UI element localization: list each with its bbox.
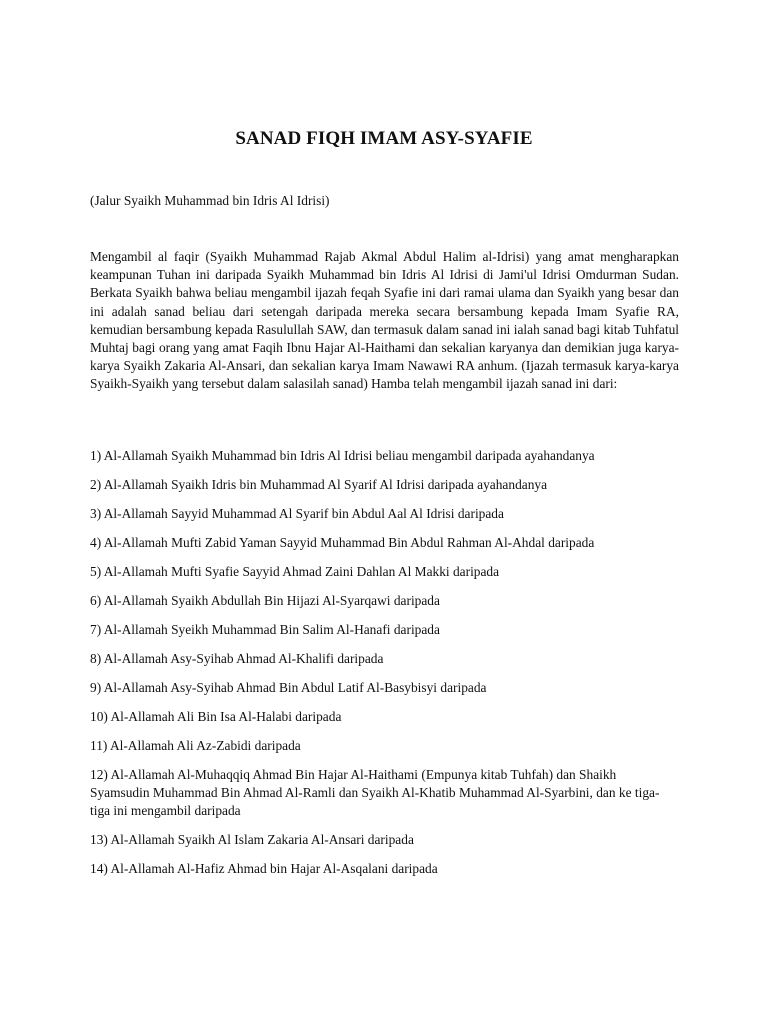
chain-item-12: 12) Al-Allamah Al-Muhaqqiq Ahmad Bin Hajar Al-Haithami (Empunya kitab Tuhfah) dan Shaikh Syamsudin Muhammad Bin Ahmad Al-Ramli dan Syaikh Al-Khatib Muhammad Al-Syarbini, dan ke tiga-tiga ini mengambil daripada <box>90 767 660 818</box>
chain-item-6: 6) Al-Allamah Syaikh Abdullah Bin Hijazi Al-Syarqawi daripada <box>90 593 440 608</box>
chain-item-4: 4) Al-Allamah Mufti Zabid Yaman Sayyid Muhammad Bin Abdul Rahman Al-Ahdal daripada <box>90 535 595 550</box>
chain-item-10: 10) Al-Allamah Ali Bin Isa Al-Halabi daripada <box>90 709 342 724</box>
chain-item-11: 11) Al-Allamah Ali Az-Zabidi daripada <box>90 738 301 753</box>
document-subtitle: (Jalur Syaikh Muhammad bin Idris Al Idrisi) <box>90 193 330 208</box>
chain-item-9: 9) Al-Allamah Asy-Syihab Ahmad Bin Abdul Latif Al-Basybisyi daripada <box>90 680 487 695</box>
chain-item-14: 14) Al-Allamah Al-Hafiz Ahmad bin Hajar Al-Asqalani daripada <box>90 861 438 876</box>
chain-item-3: 3) Al-Allamah Sayyid Muhammad Al Syarif bin Abdul Aal Al Idrisi daripada <box>90 506 504 521</box>
intro-paragraph: Mengambil al faqir (Syaikh Muhammad Rajab Akmal Abdul Halim al-Idrisi) yang amat mengharapkan keampunan Tuhan ini daripada Syaikh Muhammad bin Idris Al Idrisi di Jami'ul Idrisi Omdurman Sudan. Berkata Syaikh bahwa beliau mengambil ijazah feqah Syafie ini dari ramai ulama dan Syaikh yang besar dan ini adalah sanad beliau dari setengah daripada mereka secara bersambung kepada Imam Syafie RA, kemudian bersambung kepada Rasulullah SAW, dan termasuk dalam sanad ini ialah sanad bagi kitab Tuhfatul Muhtaj bagi orang yang amat Faqih Ibnu Hajar Al-Haithami dan sekalian karyanya dan demikian juga karya-karya Syaikh Zakaria Al-Ansari, dan sekalian karya Imam Nawawi RA anhum. (Ijazah termasuk karya-karya Syaikh-Syaikh yang tersebut dalam salasilah sanad) Hamba telah mengambil ijazah sanad ini dari: <box>90 249 679 392</box>
document-title: SANAD FIQH IMAM ASY-SYAFIE <box>235 128 533 149</box>
chain-item-13: 13) Al-Allamah Syaikh Al Islam Zakaria Al-Ansari daripada <box>90 832 414 847</box>
chain-item-7: 7) Al-Allamah Syeikh Muhammad Bin Salim Al-Hanafi daripada <box>90 622 440 637</box>
chain-item-1: 1) Al-Allamah Syaikh Muhammad bin Idris Al Idrisi beliau mengambil daripada ayahandanya <box>90 448 595 463</box>
chain-item-2: 2) Al-Allamah Syaikh Idris bin Muhammad Al Syarif Al Idrisi daripada ayahandanya <box>90 477 548 492</box>
chain-item-8: 8) Al-Allamah Asy-Syihab Ahmad Al-Khalifi daripada <box>90 651 384 666</box>
sanad-chain-list <box>90 447 679 889</box>
chain-item-5: 5) Al-Allamah Mufti Syafie Sayyid Ahmad Zaini Dahlan Al Makki daripada <box>90 564 500 579</box>
